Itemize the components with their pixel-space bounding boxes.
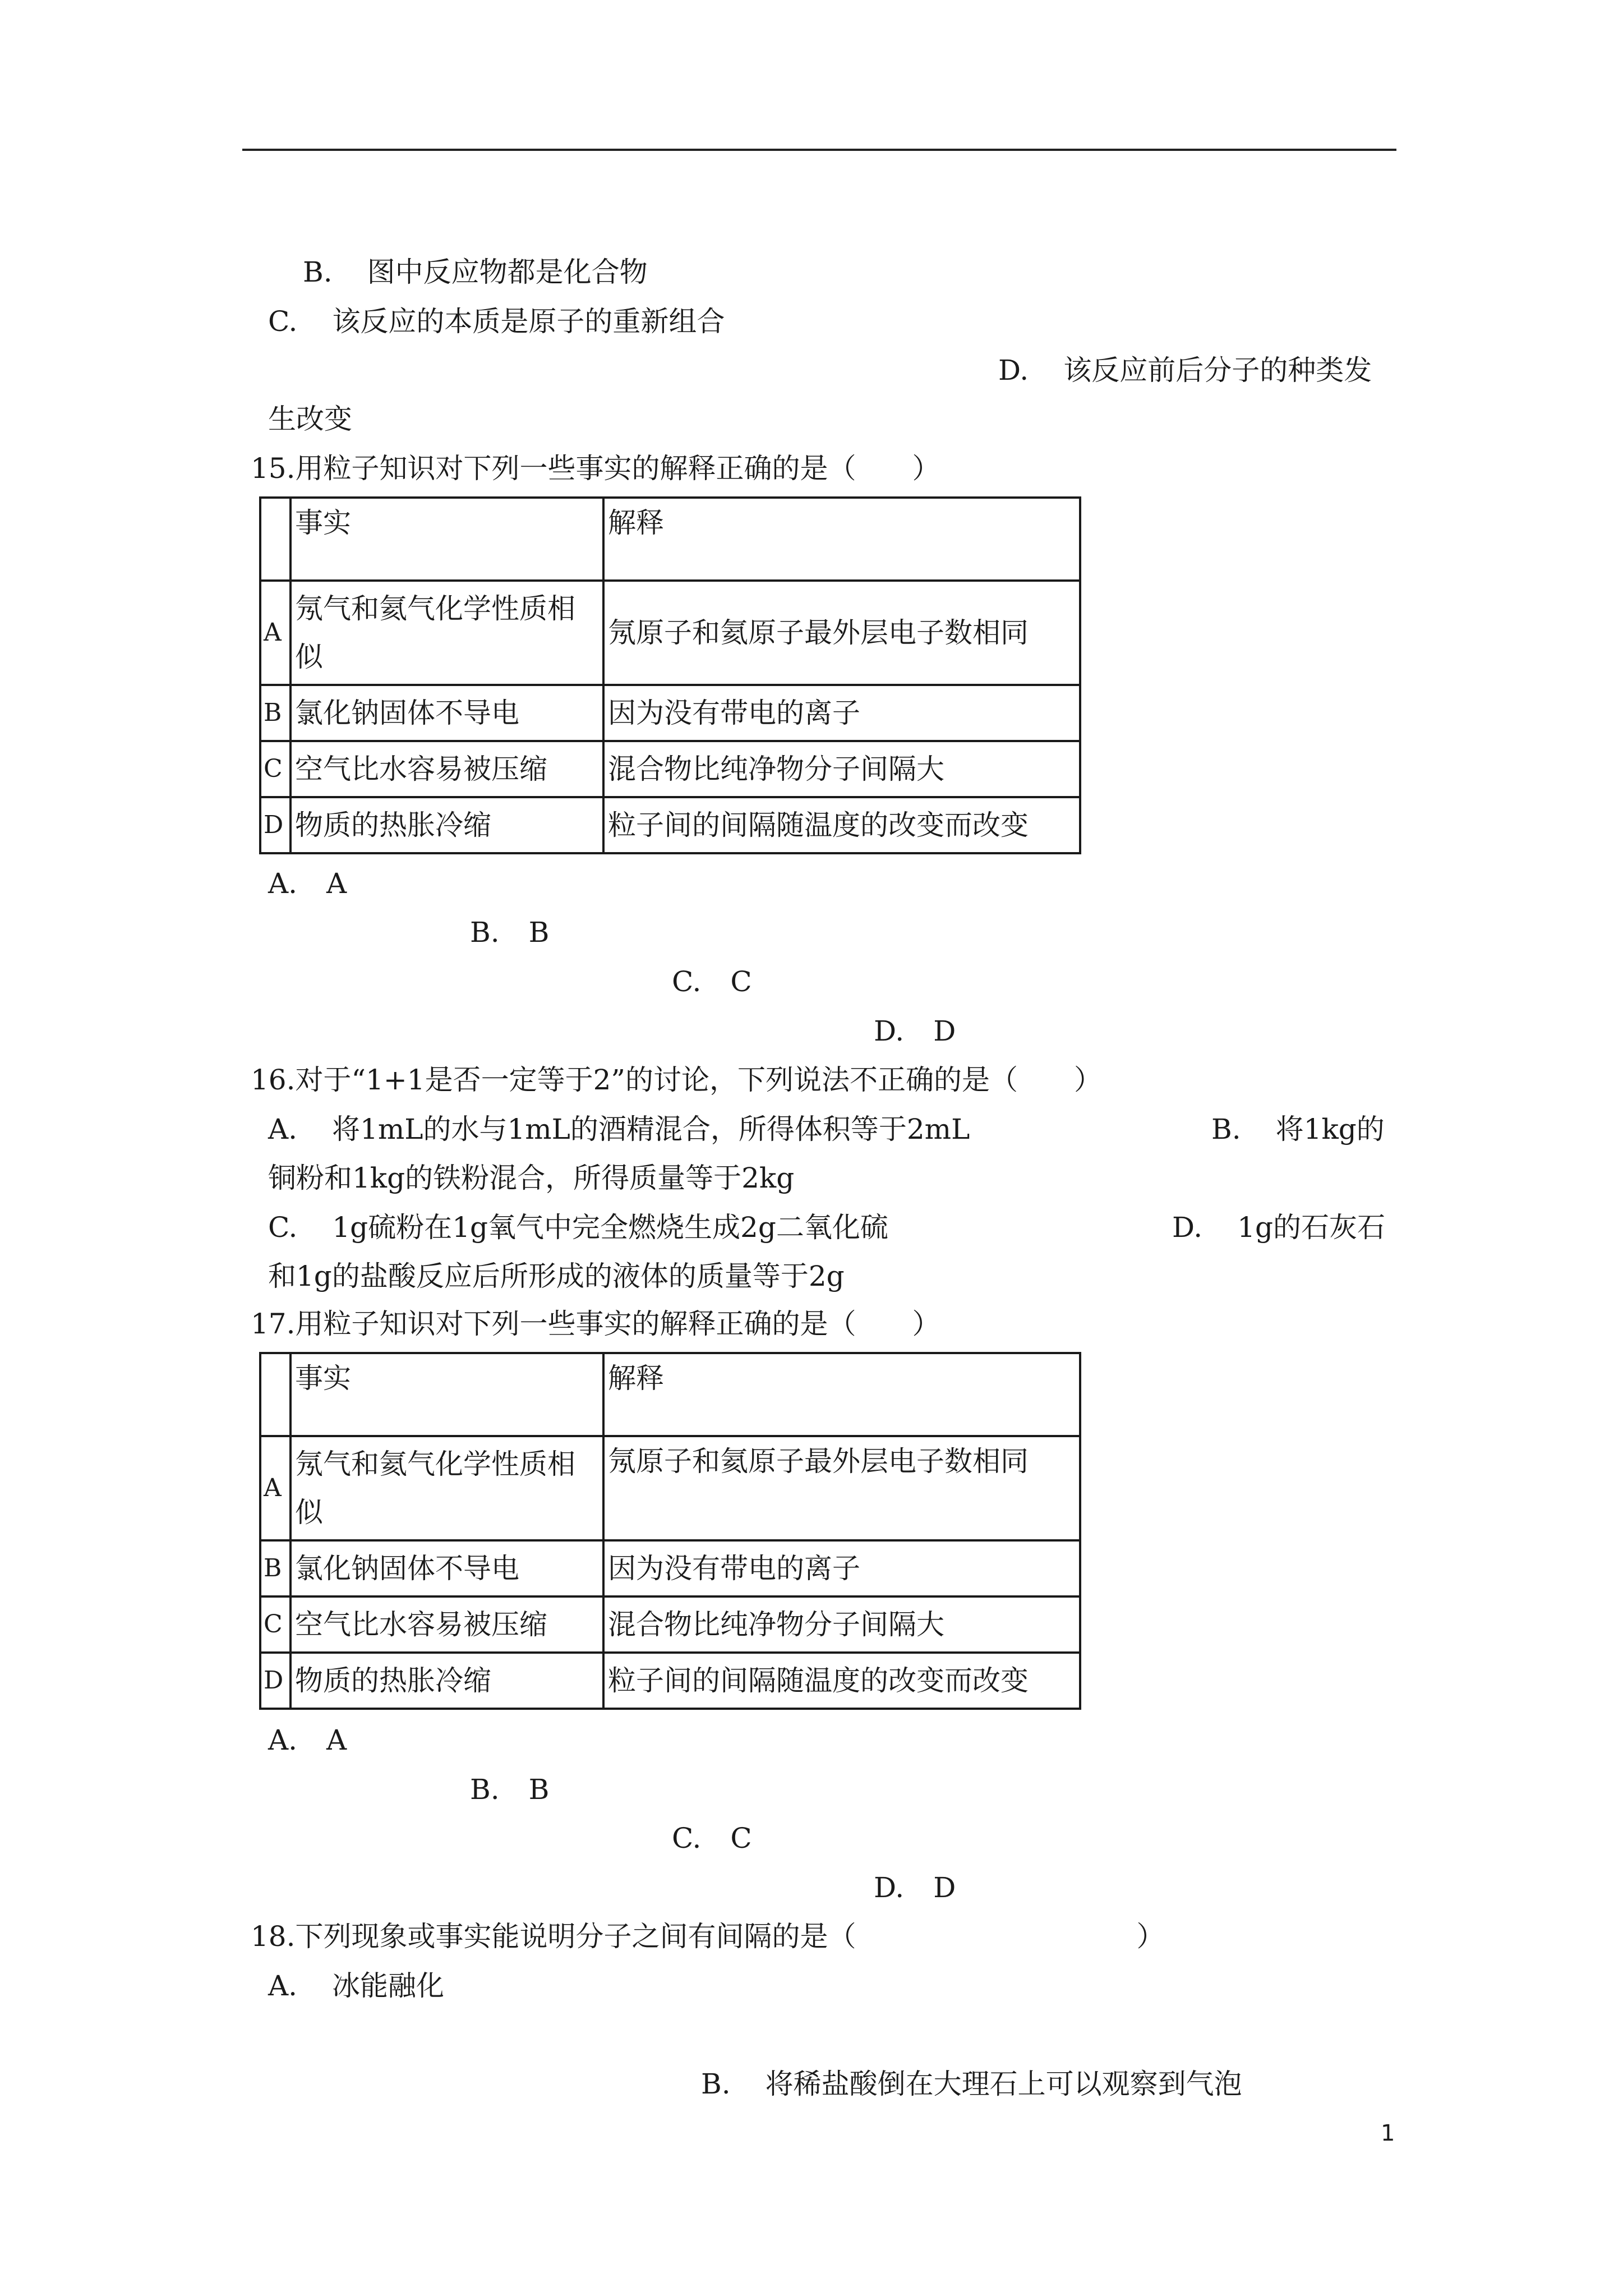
table-row-letter: B — [260, 1540, 291, 1596]
table-cell-explain: 粒子间的间隔随温度的改变而改变 — [603, 1653, 1080, 1709]
q14-option-d-continued: 生改变 — [268, 403, 352, 435]
table-row-letter: D — [260, 1653, 291, 1709]
table-row — [260, 1596, 1080, 1653]
table-row-letter: C — [260, 741, 291, 797]
q18-option-a[interactable]: A. 冰能融化 — [268, 1970, 445, 2002]
table-header-fact: 事实 — [291, 1353, 603, 1436]
table-row — [260, 1540, 1080, 1596]
q17-option-a[interactable]: A. A — [268, 1724, 347, 1756]
table-cell-fact: 氖气和氦气化学性质相 似 — [291, 1436, 603, 1540]
q17-option-c[interactable]: C. C — [672, 1822, 752, 1855]
table-cell-fact: 氯化钠固体不导电 — [291, 1540, 603, 1596]
q17-option-b[interactable]: B. B — [470, 1773, 550, 1806]
q15-option-b[interactable]: B. B — [470, 916, 550, 949]
q16-option-d[interactable]: D. 1g的石灰石 — [1172, 1211, 1386, 1244]
table-row-letter: C — [260, 1596, 291, 1653]
q15-table-header — [260, 498, 1080, 581]
q15-option-c[interactable]: C. C — [672, 965, 752, 998]
table-row — [260, 581, 1080, 685]
table-cell-explain: 因为没有带电的离子 — [603, 685, 1080, 741]
table-cell-fact: 氯化钠固体不导电 — [291, 685, 603, 741]
table-cell-fact: 空气比水容易被压缩 — [291, 741, 603, 797]
q17-table-header — [260, 1353, 1080, 1436]
q17-stem: 17.用粒子知识对下列一些事实的解释正确的是（ ） — [251, 1308, 940, 1340]
table-cell — [260, 498, 291, 581]
q16-option-b-continued: 铜粉和1kg的铁粉混合，所得质量等于2kg — [268, 1162, 795, 1194]
table-cell-explain: 氖原子和氦原子最外层电子数相同 — [603, 1436, 1080, 1540]
q16-option-c[interactable]: C. 1g硫粉在1g氧气中完全燃烧生成2g二氧化硫 — [268, 1211, 888, 1244]
table-row-letter: A — [260, 581, 291, 685]
table-row — [260, 1436, 1080, 1540]
table-row-letter: D — [260, 797, 291, 853]
table-row-letter: A — [260, 1436, 291, 1540]
q17-table — [259, 1352, 1081, 1710]
q15-option-a[interactable]: A. A — [268, 867, 347, 900]
table-row — [260, 685, 1080, 741]
table-header-explain: 解释 — [603, 1353, 1080, 1436]
q14-option-d[interactable]: D. 该反应前后分子的种类发 — [998, 354, 1372, 386]
table-cell-fact: 氖气和氦气化学性质相 似 — [291, 581, 603, 685]
q16-stem: 16.对于“1+1是否一定等于2”的讨论，下列说法不正确的是（ ） — [251, 1064, 1102, 1096]
q15-stem: 15.用粒子知识对下列一些事实的解释正确的是（ ） — [251, 452, 940, 485]
q17-option-d[interactable]: D. D — [874, 1871, 956, 1904]
table-cell-fact: 空气比水容易被压缩 — [291, 1596, 603, 1653]
q15-option-d[interactable]: D. D — [874, 1015, 956, 1047]
q15-table — [259, 496, 1081, 854]
q16-option-b[interactable]: B. 将1kg的 — [1211, 1113, 1385, 1145]
q18-option-b[interactable]: B. 将稀盐酸倒在大理石上可以观察到气泡 — [701, 2068, 1242, 2100]
q16-option-a[interactable]: A. 将1mL的水与1mL的酒精混合，所得体积等于2mL — [268, 1113, 970, 1145]
table-row — [260, 797, 1080, 853]
q14-option-b[interactable]: B. 图中反应物都是化合物 — [303, 256, 648, 288]
table-cell-explain: 氖原子和氦原子最外层电子数相同 — [603, 581, 1080, 685]
table-row — [260, 1653, 1080, 1709]
table-header-fact: 事实 — [291, 498, 603, 581]
table-cell-explain: 因为没有带电的离子 — [603, 1540, 1080, 1596]
table-row-letter: B — [260, 685, 291, 741]
table-cell — [260, 1353, 291, 1436]
table-cell-explain: 混合物比纯净物分子间隔大 — [603, 1596, 1080, 1653]
header-rule — [242, 149, 1396, 151]
table-row — [260, 741, 1080, 797]
table-header-explain: 解释 — [603, 498, 1080, 581]
q14-option-c[interactable]: C. 该反应的本质是原子的重新组合 — [268, 305, 725, 338]
q16-option-d-continued: 和1g的盐酸反应后所形成的液体的质量等于2g — [268, 1260, 845, 1292]
page-number: 1 — [1381, 2120, 1395, 2146]
table-cell-fact: 物质的热胀冷缩 — [291, 797, 603, 853]
q18-stem: 18.下列现象或事实能说明分子之间有间隔的是（ ） — [251, 1920, 1165, 1953]
table-cell-fact: 物质的热胀冷缩 — [291, 1653, 603, 1709]
table-cell-explain: 粒子间的间隔随温度的改变而改变 — [603, 797, 1080, 853]
table-cell-explain: 混合物比纯净物分子间隔大 — [603, 741, 1080, 797]
